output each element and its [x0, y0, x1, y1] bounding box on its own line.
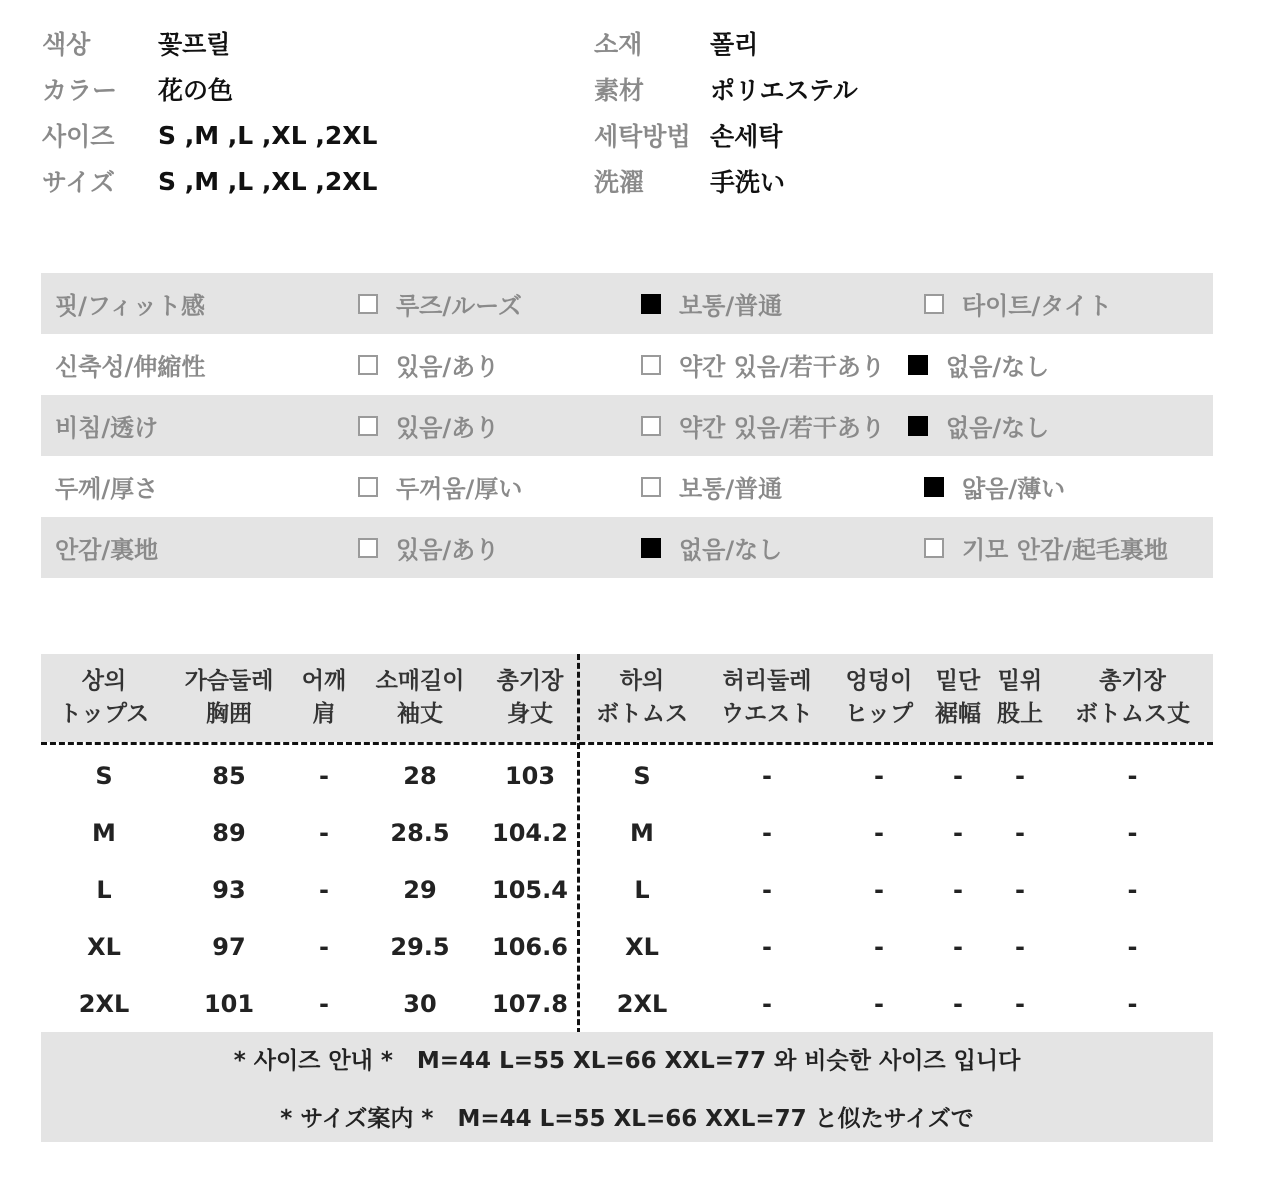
size-table-cell: XL: [625, 932, 659, 961]
size-table-cell: 101: [203, 989, 255, 1018]
feature-option: 두꺼움/厚い: [342, 469, 625, 504]
header-sleeve: 소매길이 袖丈: [375, 668, 465, 727]
size-table-cell: 29: [403, 875, 437, 904]
info-row-color-ja: [42, 66, 1222, 112]
material-label-ja: 素材: [594, 76, 645, 105]
size-table-cell: 30: [403, 989, 437, 1018]
feature-option: 없음/なし: [908, 347, 1213, 382]
size-table-row: [41, 918, 1213, 975]
size-table-cell: 105.4: [492, 875, 568, 904]
size-table-cell: 104.2: [492, 818, 568, 847]
size-table-cell: -: [319, 989, 329, 1018]
feature-row-lining: [41, 517, 1213, 578]
size-table: [41, 654, 1213, 1034]
checkbox-filled-icon: [924, 477, 944, 497]
wash-value-ja: 手洗い: [710, 168, 786, 197]
size-table-cell: -: [1015, 989, 1025, 1018]
feature-option: 기모 안감/起毛裏地: [908, 530, 1213, 565]
feature-option: 없음/なし: [625, 530, 908, 565]
checkbox-empty-icon: [924, 294, 944, 314]
size-guide-ko: * 사이즈 안내 * M=44 L=55 XL=66 XXL=77 와 비슷한 사이즈 입니다: [233, 1048, 1021, 1074]
size-table-cell: -: [762, 761, 772, 790]
size-value-ja: S ,M ,L ,XL ,2XL: [158, 166, 378, 196]
checkbox-filled-icon: [908, 416, 928, 436]
feature-row-stretch: [41, 334, 1213, 395]
size-table-cell: -: [874, 932, 884, 961]
size-table-cell: -: [1015, 875, 1025, 904]
size-table-cell: -: [874, 818, 884, 847]
info-row-size-ko: [42, 112, 1222, 158]
size-table-cell: -: [1127, 932, 1138, 961]
material-value-ja: ポリエステル: [710, 76, 858, 105]
size-table-cell: -: [319, 932, 329, 961]
size-table-cell: -: [1127, 875, 1138, 904]
checkbox-empty-icon: [641, 477, 661, 497]
feature-row-thickness: [41, 456, 1213, 517]
wash-label: 세탁방법: [594, 122, 691, 151]
header-chest: 가슴둘레 胸囲: [184, 668, 274, 727]
size-table-cell: 29.5: [390, 932, 450, 961]
wash-label-ja: 洗濯: [594, 168, 645, 197]
size-table-cell: 107.8: [492, 989, 568, 1018]
size-table-cell: -: [319, 818, 329, 847]
checkbox-empty-icon: [358, 355, 378, 375]
feature-name: 핏/フィット感: [55, 292, 206, 320]
size-table-cell: -: [1127, 761, 1138, 790]
checkbox-empty-icon: [924, 538, 944, 558]
header-top: 상의 トップス: [58, 668, 150, 727]
size-table-cell: M: [92, 818, 116, 847]
color-value: 꽃프릴: [158, 30, 231, 59]
size-label-ja: サイズ: [42, 168, 116, 197]
feature-option: 얇음/薄い: [908, 469, 1213, 504]
size-table-cell: -: [1127, 989, 1138, 1018]
size-table-header: [41, 654, 1213, 742]
size-table-cell: -: [319, 761, 329, 790]
info-row-color-ko: [42, 20, 1222, 66]
size-table-cell: 28.5: [390, 818, 450, 847]
size-table-row: [41, 804, 1213, 861]
feature-option: 보통/普通: [625, 469, 908, 504]
size-label: 사이즈: [42, 122, 115, 151]
size-table-cell: XL: [87, 932, 121, 961]
size-table-cell: -: [953, 932, 963, 961]
size-table-cell: -: [1015, 761, 1025, 790]
header-shoulder: 어깨 肩: [301, 668, 347, 727]
feature-name: 비침/透け: [55, 414, 159, 442]
checkbox-empty-icon: [358, 294, 378, 314]
feature-option: 있음/あり: [342, 347, 625, 382]
color-label: 색상: [42, 30, 91, 59]
size-table-row: [41, 747, 1213, 804]
checkbox-empty-icon: [358, 538, 378, 558]
size-table-cell: -: [953, 875, 963, 904]
size-table-cell: 103: [504, 761, 556, 790]
feature-option: 보통/普通: [625, 286, 908, 321]
header-divider: [41, 742, 1213, 745]
checkbox-empty-icon: [358, 416, 378, 436]
size-table-cell: 89: [212, 818, 246, 847]
checkbox-empty-icon: [641, 416, 661, 436]
size-table-cell: 2XL: [78, 989, 130, 1018]
size-table-cell: 97: [212, 932, 246, 961]
size-table-cell: -: [953, 761, 963, 790]
size-table-cell: -: [762, 818, 772, 847]
feature-name: 신축성/伸縮性: [55, 353, 206, 381]
size-table-cell: L: [634, 875, 650, 904]
checkbox-filled-icon: [641, 294, 661, 314]
material-value: 폴리: [710, 30, 759, 59]
size-table-cell: -: [762, 989, 772, 1018]
feature-table: [41, 273, 1213, 578]
checkbox-empty-icon: [358, 477, 378, 497]
header-length: 총기장 身丈: [496, 668, 564, 727]
feature-row-sheer: [41, 395, 1213, 456]
size-table-cell: -: [319, 875, 329, 904]
size-table-row: [41, 861, 1213, 918]
checkbox-filled-icon: [908, 355, 928, 375]
header-rise: 밑위 股上: [997, 668, 1043, 727]
feature-name: 두께/厚さ: [55, 475, 159, 503]
size-table-cell: L: [96, 875, 112, 904]
checkbox-filled-icon: [641, 538, 661, 558]
size-table-cell: -: [953, 989, 963, 1018]
size-table-cell: S: [95, 761, 113, 790]
feature-option: 있음/あり: [342, 530, 625, 565]
size-value: S ,M ,L ,XL ,2XL: [158, 120, 378, 150]
size-table-cell: -: [874, 875, 884, 904]
size-table-cell: 2XL: [616, 989, 668, 1018]
info-row-size-ja: [42, 158, 1222, 204]
header-hip: 엉덩이 ヒップ: [844, 668, 914, 727]
size-table-cell: -: [874, 989, 884, 1018]
size-table-cell: 93: [212, 875, 246, 904]
color-label-ja: カラー: [42, 76, 118, 105]
size-table-cell: 106.6: [492, 932, 568, 961]
header-waist: 허리둘레 ウエスト: [721, 668, 813, 727]
size-table-cell: 85: [212, 761, 246, 790]
feature-name: 안감/裏地: [55, 536, 159, 564]
size-table-cell: -: [953, 818, 963, 847]
color-value-ja: 花の色: [158, 76, 234, 105]
feature-option: 있음/あり: [342, 408, 625, 443]
size-table-cell: -: [762, 875, 772, 904]
size-table-cell: -: [1127, 818, 1138, 847]
size-guide-note: [41, 1032, 1213, 1142]
size-table-cell: -: [762, 932, 772, 961]
size-table-cell: M: [630, 818, 654, 847]
size-table-cell: -: [1015, 932, 1025, 961]
feature-option: 없음/なし: [908, 408, 1213, 443]
size-table-cell: -: [1015, 818, 1025, 847]
size-table-cell: 28: [403, 761, 437, 790]
checkbox-empty-icon: [641, 355, 661, 375]
feature-option: 타이트/タイト: [908, 286, 1213, 321]
material-label: 소재: [594, 30, 643, 59]
wash-value: 손세탁: [710, 122, 783, 151]
header-bottom-length: 총기장 ボトムス丈: [1075, 668, 1190, 727]
size-guide-ja: * サイズ案内 * M=44 L=55 XL=66 XXL=77 と似たサイズで: [280, 1106, 974, 1132]
size-table-cell: -: [874, 761, 884, 790]
size-table-row: [41, 975, 1213, 1032]
feature-row-fit: [41, 273, 1213, 334]
feature-option: 약간 있음/若干あり: [625, 347, 908, 382]
product-info: [42, 20, 1222, 204]
feature-option: 약간 있음/若干あり: [625, 408, 908, 443]
header-hem: 밑단 裾幅: [935, 668, 981, 727]
size-table-cell: S: [633, 761, 651, 790]
header-bottoms: 하의 ボトムス: [596, 668, 688, 727]
feature-option: 루즈/ルーズ: [342, 286, 625, 321]
